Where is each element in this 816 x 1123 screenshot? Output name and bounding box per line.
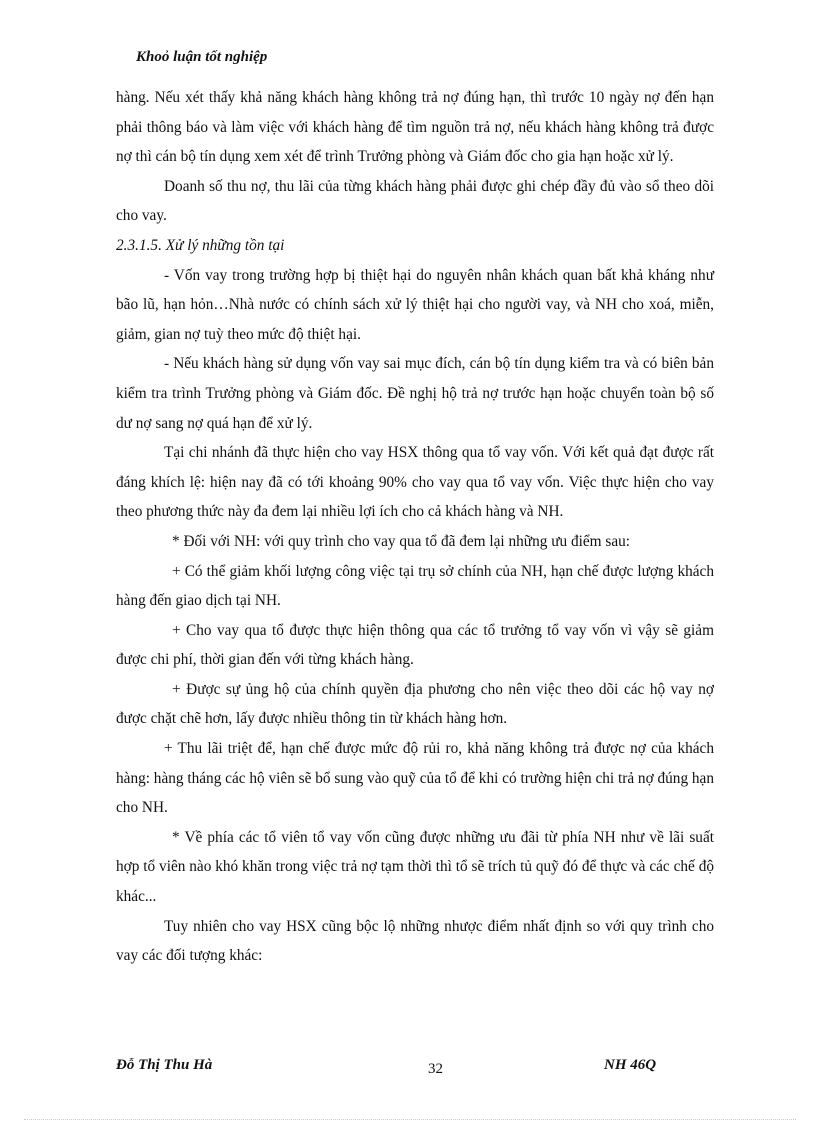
page-body — [116, 83, 714, 971]
paragraph: + Thu lãi triệt để, hạn chế được mức độ rủi ro, khả năng không trả được nợ của khách hàng: hàng tháng các hộ viên sẽ bổ sung vào quỹ của tổ để khi có trường hiện chi trả nợ đúng hạn cho NH. — [116, 740, 714, 817]
paragraph: + Cho vay qua tổ được thực hiện thông qua các tổ trưởng tổ vay vốn vì vậy sẽ giảm được chi phí, thời gian đến với từng khách hàng. — [116, 621, 714, 669]
paragraph: * Đối với NH: với quy trình cho vay qua tổ đã đem lại những ưu điểm sau: — [172, 532, 631, 550]
footer-author: Đỗ Thị Thu Hà — [116, 1057, 213, 1073]
paragraph: * Về phía các tổ viên tổ vay vốn cũng được những ưu đãi từ phía NH như về lãi suất hợp tổ viên nào khó khăn trong việc trả nợ tạm thời thì tổ sẽ trích tủ quỹ đó để thực và các chế độ khác... — [116, 828, 714, 906]
document-header-title: Khoỏ luận tốt nghiệp — [136, 49, 268, 65]
section-heading: 2.3.1.5. Xử lý những tồn tại — [116, 236, 285, 254]
paragraph: - Vốn vay trong trường hợp bị thiệt hại do nguyên nhân khách quan bất khả kháng như bão lũ, hạn hỏn…Nhà nước có chính sách xử lý thiệt hại cho người vay, và NH cho xoá, miễn, giảm, gian nợ tuỳ theo mức độ thiệt hại. — [116, 266, 714, 343]
page-number: 32 — [428, 1061, 443, 1077]
footer-class-code: NH 46Q — [604, 1057, 657, 1073]
paragraph: + Có thể giảm khối lượng công việc tại trụ sở chính của NH, hạn chế được lượng khách hàng đến giao dịch tại NH. — [116, 562, 714, 610]
paragraph: Doanh số thu nợ, thu lãi của từng khách hàng phải được ghi chép đầy đủ vào sổ theo dõi cho vay. — [116, 177, 714, 225]
paragraph: Tại chi nhánh đã thực hiện cho vay HSX thông qua tổ vay vốn. Với kết quả đạt được rất đáng khích lệ: hiện nay đã có tới khoảng 90% cho vay qua tổ vay vốn. Việc thực hiện cho vay theo phương thức này đa đem lại nhiều lợi ích cho cả khách hàng và NH. — [116, 444, 714, 521]
paragraph: - Nếu khách hàng sử dụng vốn vay sai mục đích, cán bộ tín dụng kiểm tra và có biên bản kiểm tra trình Trưởng phòng và Giám đốc. Đề nghị hộ trả nợ trước hạn hoặc chuyển toàn bộ số dư nợ sang nợ quá hạn để xử lý. — [116, 355, 714, 432]
paragraph: Tuy nhiên cho vay HSX cũng bộc lộ những nhược điểm nhất định so với quy trình cho vay các đối tượng khác: — [116, 917, 714, 965]
paragraph: hàng. Nếu xét thấy khả năng khách hàng không trả nợ đúng hạn, thì trước 10 ngày nợ đến hạn phải thông báo và làm việc với khách hàng để tìm nguồn trả nợ, nếu khách hàng không trả được nợ thì cán bộ tín dụng xem xét để trình Trưởng phòng và Giám đốc cho gia hạn hoặc xử lý. — [116, 89, 714, 166]
paragraph: + Được sự ủng hộ của chính quyền địa phương cho nên việc theo dõi các hộ vay nợ được chặt chẽ hơn, lấy được nhiều thông tin từ khách hàng hơn. — [116, 680, 714, 728]
page-bottom-divider — [24, 1119, 796, 1120]
